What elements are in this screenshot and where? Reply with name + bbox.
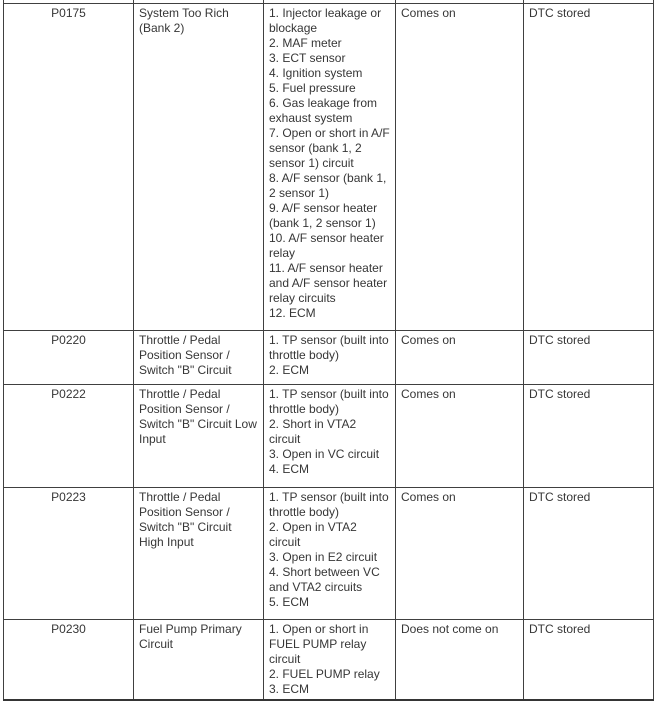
dtc-table-body <box>4 4 654 701</box>
cause-line: 4. ECM <box>269 462 310 476</box>
table-row <box>4 4 654 331</box>
memory-cell: DTC stored <box>524 385 654 488</box>
cause-line: 3. ECT sensor <box>269 51 346 65</box>
trouble-area-cell <box>264 620 396 701</box>
mil-status-cell: Does not come on <box>396 620 524 701</box>
cause-line: 2. Open in VTA2 circuit <box>269 520 357 549</box>
trouble-area-cell <box>264 385 396 488</box>
dtc-item-cell: Throttle / Pedal Position Sensor / Switch "B" Circuit Low Input <box>134 385 264 488</box>
cause-line: 2. FUEL PUMP relay <box>269 667 380 681</box>
cause-line: 7. Open or short in A/F sensor (bank 1, 2 sensor 1) circuit <box>269 126 390 170</box>
cause-line: 10. A/F sensor heater relay <box>269 231 384 260</box>
cause-line: 4. Short between VC and VTA2 circuits <box>269 565 380 594</box>
memory-cell: DTC stored <box>524 620 654 701</box>
dtc-code-cell: P0223 <box>4 488 134 620</box>
dtc-code-cell: P0175 <box>4 4 134 331</box>
dtc-item-cell: Throttle / Pedal Position Sensor / Switch "B" Circuit High Input <box>134 488 264 620</box>
cause-line: 1. TP sensor (built into throttle body) <box>269 490 389 519</box>
cause-line: 4. Ignition system <box>269 66 363 80</box>
cause-line: 3. ECM <box>269 682 310 696</box>
trouble-area-cell <box>264 488 396 620</box>
cause-line: 3. Open in VC circuit <box>269 447 380 461</box>
cause-line: 12. ECM <box>269 306 316 320</box>
cause-line: 2. Short in VTA2 circuit <box>269 417 357 446</box>
cause-line: 1. Injector leakage or blockage <box>269 6 382 35</box>
cause-line: 3. Open in E2 circuit <box>269 550 378 564</box>
dtc-item-cell: Fuel Pump Primary Circuit <box>134 620 264 701</box>
cause-line: 2. ECM <box>269 363 310 377</box>
mil-status-cell: Comes on <box>396 4 524 331</box>
cause-line: 9. A/F sensor heater (bank 1, 2 sensor 1) <box>269 201 378 230</box>
dtc-item-cell: System Too Rich (Bank 2) <box>134 4 264 331</box>
mil-status-cell: Comes on <box>396 331 524 385</box>
dtc-item-cell: Throttle / Pedal Position Sensor / Switch "B" Circuit <box>134 331 264 385</box>
table-row <box>4 488 654 620</box>
memory-cell: DTC stored <box>524 4 654 331</box>
cause-line: 2. MAF meter <box>269 36 342 50</box>
cause-line: 11. A/F sensor heater and A/F sensor heater relay circuits <box>269 261 388 305</box>
memory-cell: DTC stored <box>524 488 654 620</box>
cause-line: 1. TP sensor (built into throttle body) <box>269 333 389 362</box>
cause-line: 6. Gas leakage from exhaust system <box>269 96 378 125</box>
table-row <box>4 331 654 385</box>
cause-line: 1. Open or short in FUEL PUMP relay circuit <box>269 622 369 666</box>
trouble-area-cell <box>264 331 396 385</box>
table-row <box>4 620 654 701</box>
mil-status-cell: Comes on <box>396 385 524 488</box>
cause-line: 5. Fuel pressure <box>269 81 356 95</box>
dtc-code-cell: P0222 <box>4 385 134 488</box>
memory-cell: DTC stored <box>524 331 654 385</box>
dtc-code-cell: P0220 <box>4 331 134 385</box>
dtc-table <box>3 3 654 701</box>
mil-status-cell: Comes on <box>396 488 524 620</box>
cause-line: 5. ECM <box>269 595 310 609</box>
trouble-area-cell <box>264 4 396 331</box>
cause-line: 1. TP sensor (built into throttle body) <box>269 387 389 416</box>
cause-line: 8. A/F sensor (bank 1, 2 sensor 1) <box>269 171 387 200</box>
table-row <box>4 385 654 488</box>
dtc-code-cell: P0230 <box>4 620 134 701</box>
